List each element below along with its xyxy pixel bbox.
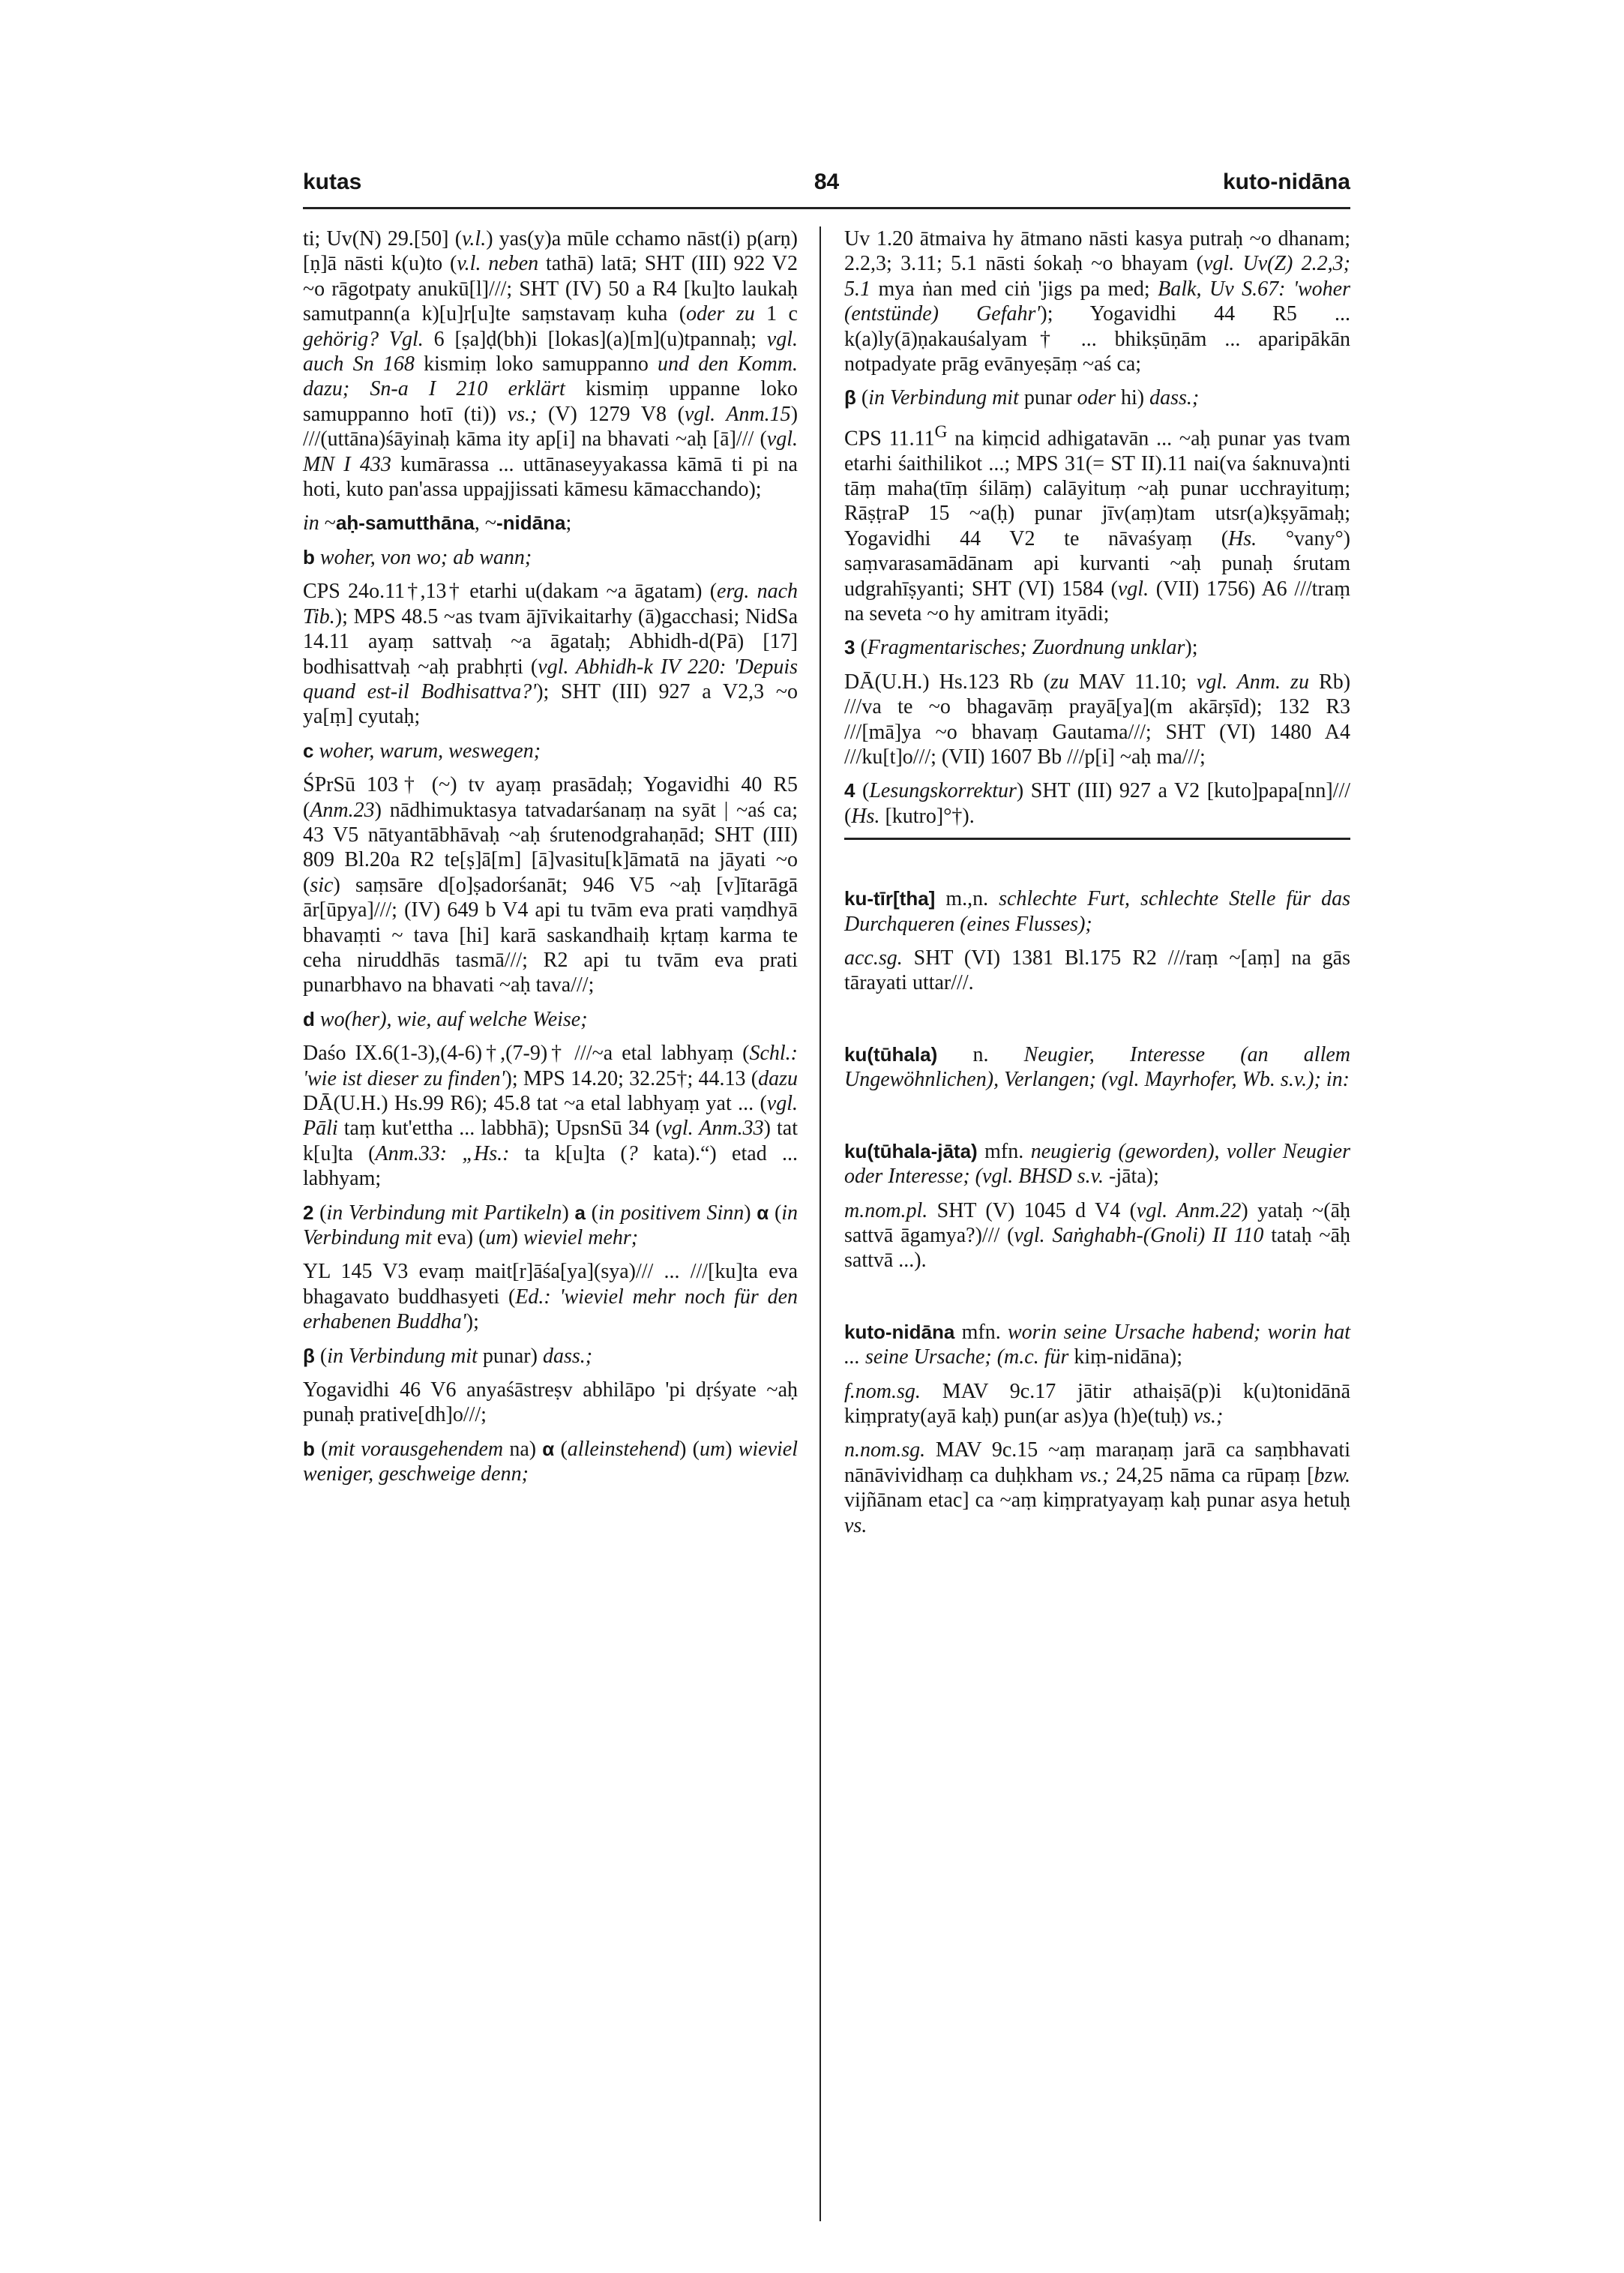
- page-number: 84: [813, 169, 840, 194]
- paragraph: Uv 1.20 ātmaiva hy ātmano nāsti kasya putraḥ ~o dhanam; 2.2,3; 3.11; 5.1 nāsti śokaḥ ~o bhayam (vgl. Uv(Z) 2.2,3; 5.1 mya ṅan med ciṅ 'jigs pa med; Balk, Uv S.67: 'woher (entstünde) Gefahr'); Yogavidhi 44 R5 ... k(a)ly(ā)ṇakauśalyam† ... bhikṣūṇām ... aparipākān notpadyate prāg evānyeṣāṃ ~aś ca;: [844, 227, 1350, 376]
- paragraph: DĀ(U.H.) Hs.123 Rb (zu MAV 11.10; vgl. Anm. zu Rb) ///va te ~o bhagavāṃ prayā[ya](m akārṣīd); 132 R3 ///[mā]ya ~o bhavaṃ Gautama///; SHT (VI) 1480 A4 ///ku[t]o///; (VII) 1607 Bb ///p[i] ~aḥ ma///;: [844, 670, 1351, 769]
- sense-heading: d wo(her), wie, auf welche Weise;: [303, 1007, 588, 1031]
- header-left-headword: kutas: [303, 169, 362, 194]
- entry-headword-ku-tirtha: ku-tīr[tha] m.,n. schlechte Furt, schlechte Stelle für das Durchqueren (eines Flusses);: [844, 887, 1350, 936]
- paragraph: ti; Uv(N) 29.[50] (v.l.) yas(y)a mūle cchamo nāst(i) p(arṇ)[ṇ]ā nāsti k(u)to (v.l. neben tathā) latā; SHT (III) 922 V2 ~o rāgotpaty anukū[l]///; SHT (IV) 50 a R4 [ku]to laukaḥ samutpann(a k)[u]r[u]te saṃstavaṃ kuha (oder zu 1 c gehörig? Vgl. 6 [ṣa]ḍ(bh)i [lokas](a)[m](u)tpannaḥ; vgl. auch Sn 168 kismiṃ loko samuppanno und den Komm. dazu; Sn-a I 210 erklärt kismiṃ uppanne loko samuppanno hotī (ti)) vs.; (V) 1279 V8 (vgl. Anm.15) ///(uttāna)śāyinaḥ kāma ity ap[i] na bhavati ~aḥ [ā]/// (vgl. MN I 433 kumārassa ... uttānaseyyakassa kāmā ti pi na hoti, kuto pan'assa uppajjissati kāmesu kāmacchando);: [303, 227, 799, 502]
- entry-headword-ku-tuhala: ku(tūhala) n. Neugier, Interesse (an allem Ungewöhnlichen), Verlangen; (vgl. Mayrhofer, Wb. s.v.); in:: [844, 1042, 1350, 1092]
- paragraph: 4 (Lesungskorrektur) SHT (III) 927 a V2 [kuto]papa[nn]/// (Hs. [kutro]°†).: [844, 779, 1350, 828]
- running-header: [303, 169, 1350, 207]
- paragraph: m.nom.pl. SHT (V) 1045 d V4 (vgl. Anm.22) yataḥ ~(āḥ sattvā āgamya?)/// (vgl. Saṅghabh-(Gnoli) II 110 tataḥ ~āḥ sattvā ...).: [844, 1198, 1351, 1273]
- sense-heading: 3 (Fragmentarisches; Zuordnung unklar);: [844, 636, 1198, 660]
- sense-heading: b woher, von wo; ab wann;: [303, 545, 532, 569]
- paragraph: ŚPrSū 103† (~) tv ayaṃ prasādaḥ; Yogavidhi 40 R5 (Anm.23) nādhimuktasya tatvadarśanaṃ na syāt | ~aś ca; 43 V5 nātyantābhāvaḥ ~aḥ śrutenodgrahaṇād; SHT (III) 809 Bl.20a R2 te[ṣ]ā[m] [ā]vasitu[k]āmatā na jāyati ~o (sic) saṃsāre d[o]ṣadorśanāt; 946 V5 ~aḥ [v]ītarāgā ār[ūpya]///; (IV) 649 b V4 api tu tvām eva prati vaṃdhyā bhavaṃti ~ tava [hi] karā saskandhaiḥ kṛtaṃ karma te ceha niruddhās tasmā///; R2 api tu tvām eva prati punarbhavo na bhavati ~aḥ tava///;: [303, 773, 798, 997]
- sense-heading: β (in Verbindung mit punar) dass.;: [303, 1344, 593, 1368]
- paragraph: CPS 24o.11†,13† etarhi u(dakam ~a āgatam) (erg. nach Tib.); MPS 48.5 ~as tvam ājīvikaitarhy (ā)gacchasi; NidSa 14.11 ayaṃ sattvaḥ ~a āgataḥ; Abhidh-d(Pā) [17] bodhisattvaḥ ~aḥ prabhṛti (vgl. Abhidh-k IV 220: 'Depuis quand est-il Bodhisattva?'); SHT (III) 927 a V2,3 ~o ya[ṃ] cyutaḥ;: [303, 580, 798, 729]
- left-column: [303, 226, 798, 1496]
- sense-heading: 2 (in Verbindung mit Partikeln) a (in positivem Sinn) α (in Verbindung mit eva) (um) wieviel mehr;: [303, 1201, 799, 1250]
- paragraph: YL 145 V3 evaṃ mait[r]āśa[ya](sya)/// ... ///[ku]ta eva bhagavato buddhasyeti (Ed.: 'wieviel mehr noch für den erhabenen Buddha');: [303, 1260, 798, 1334]
- sense-heading: c woher, warum, weswegen;: [303, 739, 541, 763]
- column-divider: [819, 226, 821, 2221]
- paragraph: f.nom.sg. MAV 9c.17 jātir athaiṣā(p)i k(u)tonidānā kiṃpraty(ayā kaḥ) pun(ar as)ya (h)e(tuḥ) vs.;: [844, 1379, 1350, 1428]
- paragraph: Daśo IX.6(1-3),(4-6)†,(7-9)† ///~a etal labhyaṃ (Schl.: 'wie ist dieser zu finden'); MPS 14.20; 32.25†; 44.13 (dazu DĀ(U.H.) Hs.99 R6); 45.8 tat ~a etal labhyaṃ yat ... (vgl. Pāli taṃ kut'ettha ... labbhā); UpsnSū 34 (vgl. Anm.33) tat k[u]ta (Anm.33: „Hs.: ta k[u]ta (? kata).“) etad ... labhyam;: [303, 1042, 799, 1191]
- sense-heading: b (mit vorausgehendem na) α (alleinstehend) (um) wieviel weniger, geschweige denn;: [303, 1437, 799, 1486]
- entry-headword-kuto-nidana: kuto-nidāna mfn. worin seine Ursache habend; worin hat ... seine Ursache; (m.c. für kiṃ-nidāna);: [844, 1320, 1350, 1369]
- paragraph: in ~aḥ-samutthāna, ~-nidāna;: [303, 511, 572, 535]
- header-right-headword: kuto-nidāna: [1223, 169, 1350, 194]
- paragraph: acc.sg. SHT (VI) 1381 Bl.175 R2 ///raṃ ~[aṃ] na gās tārayati uttar///.: [844, 946, 1350, 995]
- paragraph: CPS $11.11^G$ na kiṃcid adhigatavān ... ~aḥ punar yas tvam etarhi śaithilikot ...; MPS 31(= ST II).11 nai(va śaknuva)nti tāṃ maha(tīṃ śilāṃ) calāyituṃ ~aḥ punar ucchrayituṃ; RāṣṭraP 15 ~a(ḥ) punar jīv(aṃ)tam utsr(a)kṣyāmaḥ; Yogavidhi 44 V2 te nāvaśyaṃ (Hs. °vany°) saṃvarasamādānam api kurvanti ~aḥ punaḥ śrutam udgrahīṣyanti; SHT (VI) 1584 (vgl. (VII) 1756) A6 ///traṃ na seveta ~o hy amitram ityādi;: [844, 421, 1351, 626]
- paragraph: n.nom.sg. MAV 9c.15 ~aṃ maraṇaṃ jarā ca saṃbhavati nānāvividhaṃ ca duḥkham vs.; 24,25 nāma ca rūpaṃ [bzw. vijñānam etac] ca ~aṃ kiṃpratyayaṃ kaḥ punar asya hetuḥ vs.: [844, 1438, 1350, 1537]
- paragraph: Yogavidhi 46 V6 anyaśāstreṣv abhilāpo 'pi dṛśyate ~aḥ punaḥ prative[dh]o///;: [303, 1378, 798, 1427]
- entry-separator: [844, 838, 1350, 840]
- sense-heading: β (in Verbindung mit punar oder hi) dass.;: [844, 386, 1200, 410]
- entry-headword-ku-tuhala-jata: ku(tūhala-jāta) mfn. neugierig (geworden), voller Neugier oder Interesse; (vgl. BHSD s.v. -jāta);: [844, 1139, 1350, 1189]
- header-rule: [303, 207, 1350, 209]
- right-column: [844, 226, 1350, 1547]
